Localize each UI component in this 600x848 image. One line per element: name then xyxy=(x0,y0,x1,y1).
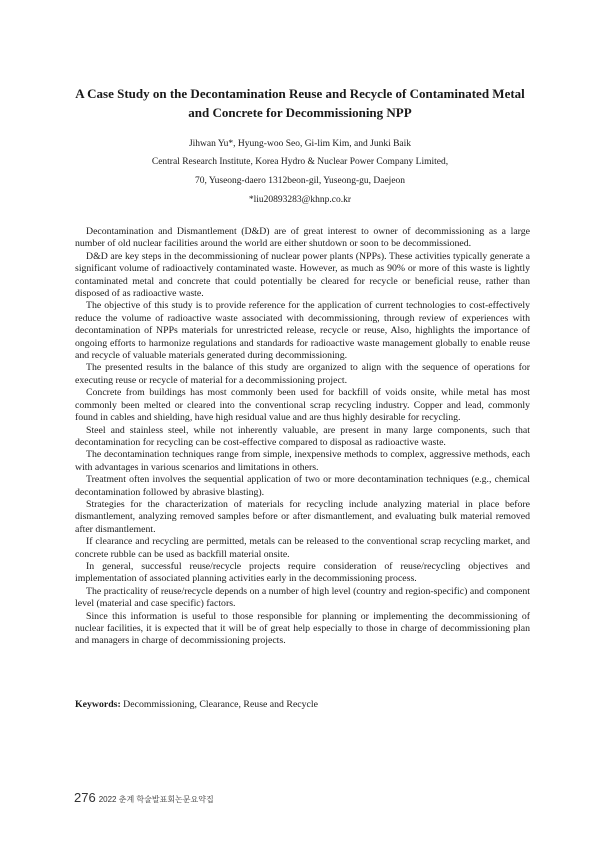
paragraph: D&D are key steps in the decommissioning of nuclear power plants (NPPs). These activities typically generate a significant volume of radioactively contaminated waste. However, as much as 90% or more of this waste is lightly contaminated metal and concrete that could potentially be cleared for recycle or beneficial reuse, rather than disposed of as radioactive waste. xyxy=(75,250,530,300)
keywords xyxy=(75,699,318,711)
paragraph: Concrete from buildings has most commonly been used for backfill of voids onsite, while metal has most commonly been melted or cleared into the conventional scrap recycling industry. Copper and lead, commonly found in cables and shielding, have high residual value and are thus highly desirable for recycling. xyxy=(75,387,530,424)
paragraph: Steel and stainless steel, while not inherently valuable, are present in many large components, such that decontamination for recycling can be cost-effective compared to disposal as radioactive waste. xyxy=(75,424,530,448)
title-line-2: and Concrete for Decommissioning NPP xyxy=(188,105,412,120)
affiliation-line-1: Central Research Institute, Korea Hydro & Nuclear Power Company Limited, xyxy=(151,157,449,167)
paragraph: The objective of this study is to provide reference for the application of current technologies to cost-effectively reduce the volume of radioactive waste associated with decommissioning, through review of experiences with decontamination of NPPs materials for unrestricted release, recycle or reuse, Also, highlights the importance of ongoing efforts to harmonize regulations and standards for radioactive waste management globally to enable reuse and recycle of valuable materials generated during decommissioning. xyxy=(75,300,530,362)
paragraph: If clearance and recycling are permitted, metals can be released to the conventional scrap recycling market, and concrete rubble can be used as backfill material onsite. xyxy=(75,536,530,560)
corresponding-email: *liu20893283@khnp.co.kr xyxy=(248,195,352,205)
affiliation-line-2: 70, Yuseong-daero 1312beon-gil, Yuseong-gu, Daejeon xyxy=(194,176,406,186)
page-footer xyxy=(74,789,214,807)
paragraph: Treatment often involves the sequential application of two or more decontamination techniques (e.g., chemical decontamination followed by abrasive blasting). xyxy=(75,474,530,498)
authors: Jihwan Yu*, Hyung-woo Seo, Gi-lim Kim, and Junki Baik xyxy=(188,139,412,149)
abstract-body xyxy=(75,226,530,648)
paragraph: The practicality of reuse/recycle depends on a number of high level (country and region-specific) and component level (material and case specific) factors. xyxy=(75,585,530,610)
paragraph: The decontamination techniques range from simple, inexpensive methods to complex, aggressive methods, each with advantages in various scenarios and limitations in others. xyxy=(75,449,530,473)
paragraph: Strategies for the characterization of materials for recycling include analyzing material in place before dismantlement, analyzing removed samples before or after dismantlement, and evaluating bulk material removed after dismantlement. xyxy=(75,498,530,535)
title-line-1: A Case Study on the Decontamination Reuse and Recycle of Contaminated Metal xyxy=(75,86,525,101)
page-number: 276 xyxy=(74,790,96,805)
paper-title xyxy=(60,84,540,122)
paragraph: Since this information is useful to those responsible for planning or implementing the decommissioning of nuclear facilities, it is expected that it will be of great help especially to those in charge of decommissioning plan and managers in charge of decommissioning projects. xyxy=(75,610,530,647)
keywords-text: Decommissioning, Clearance, Reuse and Recycle xyxy=(120,699,318,710)
paragraph: Decontamination and Dismantlement (D&D) are of great interest to owner of decommissioning as a large number of old nuclear facilities around the world are either shutdown or soon to be decommissioned. xyxy=(75,226,530,250)
proceedings-name: 2022 춘계 학술발표회논문요약집 xyxy=(98,795,214,804)
paragraph: The presented results in the balance of this study are organized to align with the sequence of operations for executing reuse or recycle of material for a decommissioning project. xyxy=(75,362,530,386)
paragraph: In general, successful reuse/recycle projects require consideration of reuse/recycling objectives and implementation of associated planning activities early in the decommissioning process. xyxy=(75,560,530,585)
keywords-label: Keywords: xyxy=(75,699,121,710)
